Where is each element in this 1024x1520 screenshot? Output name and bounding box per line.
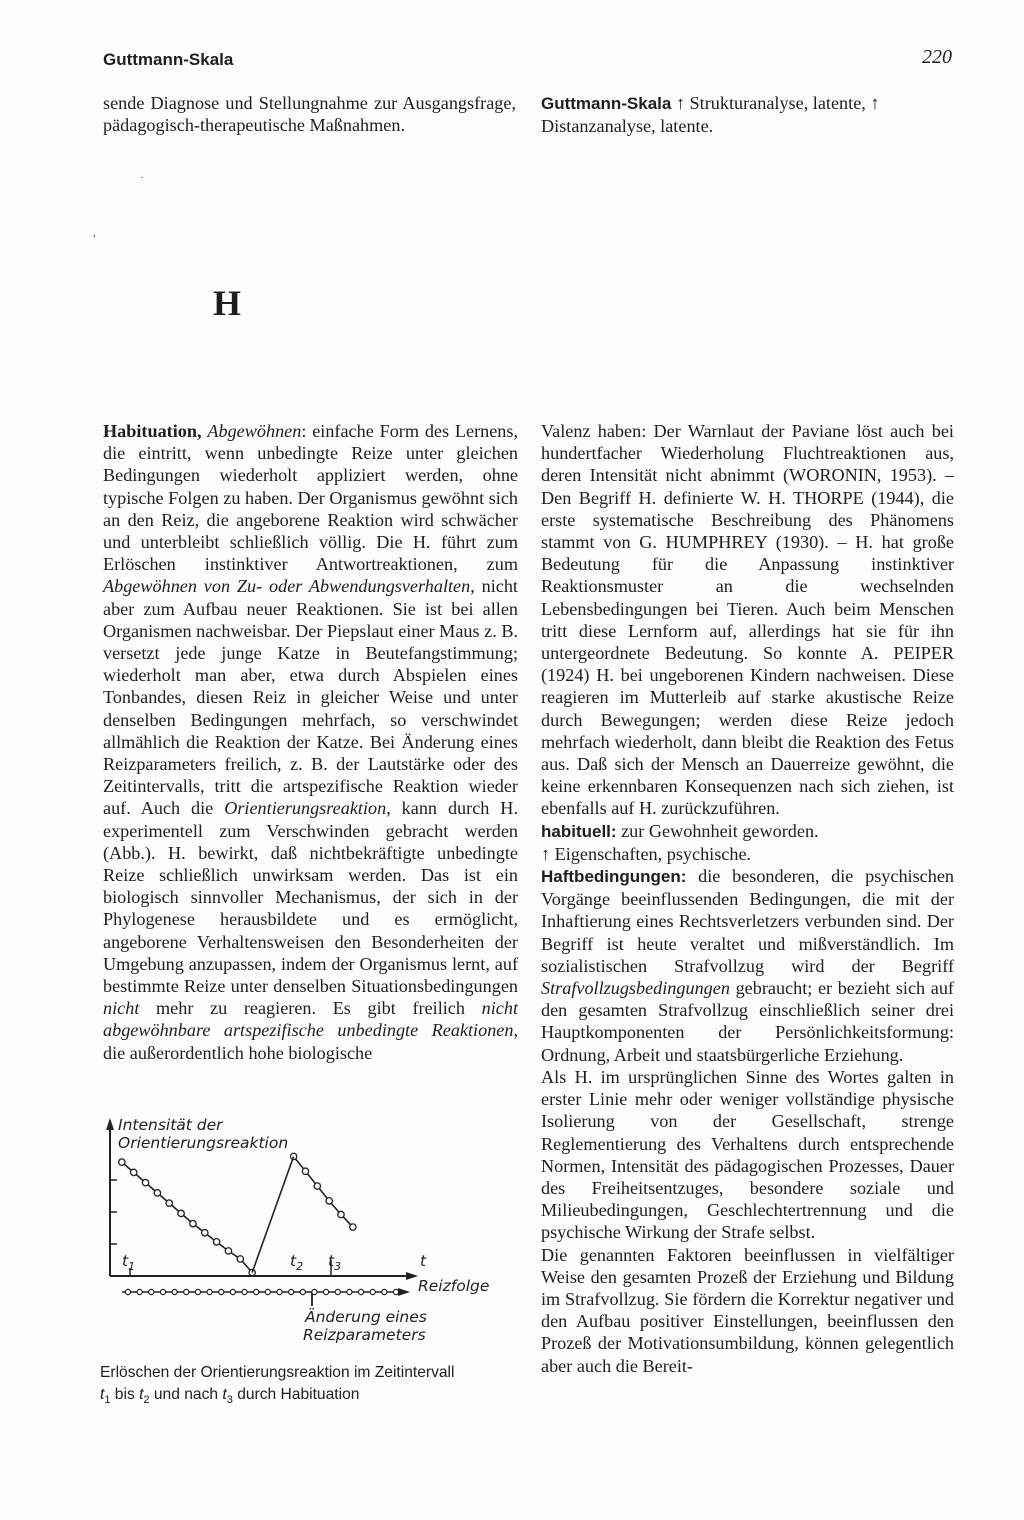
change-label-line2: Reizparameters: [303, 1326, 426, 1344]
data-point-1-7: [190, 1220, 196, 1226]
reiz-point-19: [335, 1289, 340, 1294]
entry-text: ↑ Strukturanalyse, latente, ↑ Distanzanalyse, latente.: [541, 93, 880, 137]
entry-text: mehr zu reagieren. Es gibt freilich: [139, 998, 482, 1019]
entry-text: , nicht aber zum Aufbau neuer Reaktionen. Sie ist bei allen Organismen nachweisbar. Der Piepslaut einer Maus z. B. versetzt jede junge Katze in Beutefangstimmung; wiederholt man aber, etwa durch Abspielen eines Tonbandes, diesen Reiz in gleicher Weise und unter denselben Bedingungen mehrfach, so verschwindet allmählich die Reaktion der Katze. Bei Änderung eines Reizparameters freilich, z. B. der Lautstärke oder des Zeitintervalls, tritt die artspezifische Reaktion wieder auf. Auch die: [103, 576, 518, 819]
data-point-2-5: [338, 1211, 344, 1217]
data-point-1-9: [213, 1239, 219, 1245]
figure-caption: [100, 1362, 520, 1411]
t3-label: $t_3$: [328, 1252, 342, 1273]
reiz-point-15: [289, 1289, 294, 1294]
emphasis: Strafvollzugsbedingungen: [541, 978, 730, 999]
t1-label: $t_1$: [122, 1252, 136, 1273]
entry-text: die besonderen, die psychischen Vorgänge beeinflussenden Bedingungen, die mit der Inhaftierung eines Rechtsverletzers verbunden sind. Der Begriff ist heute veraltet und mißverständlich. Im sozialistischen Strafvollzug wird der Begriff: [541, 866, 954, 976]
chart-series: [119, 1153, 356, 1276]
paragraph: Als H. im ursprünglichen Sinne des Wortes galten in erster Linie mehr oder weniger vollständige physische Isolierung von der Gesellschaft, strenge Reglementierung des Verhaltens durch entsprechende Normen, Intensität des pädagogischen Prozesses, Dauer des Freiheitsentzuges, besondere soziale und Milieubedingungen, Geschlechtertrennung und die psychische Wirkung der Strafe selbst.: [541, 1066, 954, 1243]
reiz-point-11: [242, 1289, 247, 1294]
emphasis: Orientierungsreaktion: [224, 798, 387, 819]
data-point-1-8: [202, 1230, 208, 1236]
continued-paragraph: sende Diagnose und Stellungnahme zur Ausgangsfrage, pädagogisch-therapeutische Maßnahmen.: [103, 93, 516, 136]
left-column: [103, 420, 518, 1064]
running-head: Guttmann-Skala: [103, 50, 234, 69]
reiz-point-7: [195, 1289, 200, 1294]
entry-term: Haftbedingungen:: [541, 867, 687, 887]
reiz-point-9: [219, 1289, 224, 1294]
series-line-1: [122, 1162, 252, 1272]
reiz-point-22: [370, 1289, 375, 1294]
entry-synonym: Abgewöhnen: [207, 421, 302, 441]
reiz-point-14: [277, 1289, 282, 1294]
reizfolge-arrow: [398, 1288, 410, 1296]
entry-text: zur Gewohnheit geworden.: [616, 820, 819, 841]
t2-label: $t_2$: [290, 1252, 304, 1273]
top-right-entry: [541, 92, 954, 137]
reiz-point-5: [172, 1289, 177, 1294]
reiz-point-20: [347, 1289, 352, 1294]
data-point-2-4: [326, 1198, 332, 1204]
y-axis-label-line2: Orientierungsreaktion: [118, 1134, 289, 1152]
entry-term: Guttmann-Skala: [541, 94, 672, 113]
reiz-point-21: [358, 1289, 363, 1294]
y-axis-label-line1: Intensität der: [118, 1116, 223, 1134]
data-point-1-5: [166, 1200, 172, 1206]
data-point-1-3: [142, 1179, 148, 1185]
data-point-1-2: [130, 1169, 136, 1175]
paragraph: Die genannten Faktoren beeinflussen in vielfältiger Weise den gesamten Prozeß der Erziehung und Bildung im Strafvollzug. Sie fördern die Korrektur negativer und den Aufbau positiver Einstellungen, beeinflussen den Prozeß der Motivationsumbildung, können gelegentlich aber auch die Bereit-: [541, 1244, 954, 1376]
reiz-point-1: [125, 1289, 130, 1294]
reiz-point-23: [382, 1289, 387, 1294]
print-speck: ,: [93, 225, 96, 239]
caption-line2: $t_1$ bis $t_2$ und nach $t_3$ durch Habituation: [100, 1386, 360, 1407]
emphasis: nicht: [103, 998, 140, 1019]
right-column: [541, 420, 954, 1377]
t-axis-label: t: [420, 1252, 427, 1270]
data-point-1-4: [154, 1190, 160, 1196]
entry-term: Habituation,: [103, 421, 202, 441]
caption-line1: Erlöschen der Orientierungsreaktion im Zeitintervall: [100, 1364, 455, 1381]
emphasis: Abgewöhnen von Zu- oder Abwendungsverhalten: [103, 576, 471, 597]
reiz-point-8: [207, 1289, 212, 1294]
cross-reference: ↑ Eigenschaften, psychische.: [541, 843, 752, 864]
entry-term: habituell:: [541, 821, 617, 841]
reiz-point-12: [254, 1289, 259, 1294]
habituation-entry: [103, 420, 518, 1064]
reiz-point-18: [323, 1289, 328, 1294]
data-point-1-1: [119, 1159, 125, 1165]
reiz-point-4: [160, 1289, 165, 1294]
top-left-text: [103, 92, 516, 136]
change-label-line1: Änderung eines: [305, 1308, 427, 1326]
guttmann-entry: [541, 92, 954, 137]
habituation-figure: [100, 1110, 520, 1350]
entry-text: gebraucht; er bezieht sich auf den gesamten Strafvollzug einschließlich seiner drei Hauptkomponenten der Persönlichkeitsformung: Ordnung, Arbeit und staatsbürgerliche Erziehung.: [541, 978, 954, 1065]
reiz-point-6: [184, 1289, 189, 1294]
x-axis-label: Reizfolge: [418, 1277, 490, 1295]
reiz-point-16: [300, 1289, 305, 1294]
data-point-1-11: [237, 1256, 243, 1262]
page-number: 220: [922, 46, 952, 68]
habituation-continued: Valenz haben: Der Warnlaut der Paviane löst auch bei hundertfacher Wiederholung Fluchtreaktionen aus, deren Intensität nicht abnimmt (WORONIN, 1953). – Den Begriff H. definierte W. H. THORPE (1944), die erste systematische Beschreibung des Phänomens stammt von G. HUMPHREY (1930). – H. hat große Bedeutung für die Anpassung instinktiver Reaktionsmuster an die wechselnden Lebensbedingungen bei Tieren. Auch beim Menschen tritt diese Lernform auf, allerdings hat sie für ihn untergeordnete Bedeutung. So konnte A. PEIPER (1924) H. bei ungeborenen Kindern nachweisen. Diese reagieren im Mutterleib auf starke akustische Reize durch Bewegungen; werden diese Reize jedoch mehrfach wiederholt, dann bleibt die Reaktion des Fetus aus. Daß sich der Mensch an Dauerreize gewöhnt, die keine erkennbaren Konsequenzen nach sich ziehen, ist ebenfalls auf H. zurückzuführen.: [541, 421, 954, 819]
emphasis: nicht abgewöhnbare artspezifische unbedingte Reaktionen: [103, 998, 518, 1041]
reiz-point-13: [265, 1289, 270, 1294]
reiz-point-24: [393, 1289, 398, 1294]
habituation-chart: [100, 1110, 520, 1350]
data-point-2-6: [350, 1224, 356, 1230]
reiz-point-10: [230, 1289, 235, 1294]
data-point-2-2: [302, 1168, 308, 1174]
data-point-1-6: [178, 1210, 184, 1216]
reiz-point-3: [149, 1289, 154, 1294]
entry-text: : einfache Form des Lernens, die eintritt, wenn unbedingte Reize unter gleichen Bedingungen wiederholt appliziert werden, ohne typische Folgen zu haben. Der Organismus gewöhnt sich an den Reiz, die angeborene Reaktion wird schwächer und unterbleibt schließlich völlig. Die H. führt zum Erlöschen instinktiver Antwortreaktionen, zum: [103, 421, 519, 575]
data-point-1-10: [225, 1248, 231, 1254]
section-letter: H: [213, 283, 242, 323]
recovery-jump-line: [252, 1156, 293, 1272]
x-axis-arrow: [406, 1272, 418, 1280]
entry-text: , kann durch H. experimentell zum Verschwinden gebracht werden (Abb.). H. bewirkt, daß nichtbekräftigte unbedingte Reize schließlich unwirksam werden. Das ist ein biologisch sinnvoller Mechanismus, der sich in der Phylogenese herausbildete und es ermöglicht, angeborene Verhaltensweisen den Besonderheiten der Umgebung anzupassen, indem der Organismus lernt, auf bestimmte Reize unter denselben Situationsbedingungen: [103, 798, 518, 997]
data-point-2-3: [314, 1183, 320, 1189]
y-axis-arrow: [106, 1118, 114, 1130]
haftbedingungen-entry: [541, 865, 954, 1066]
reiz-point-17: [312, 1289, 317, 1294]
print-speck: ·: [140, 170, 144, 184]
habituell-entry: [541, 820, 954, 843]
entry-text: , die außerordentlich hohe biologische: [103, 1020, 518, 1063]
reiz-point-2: [137, 1289, 142, 1294]
